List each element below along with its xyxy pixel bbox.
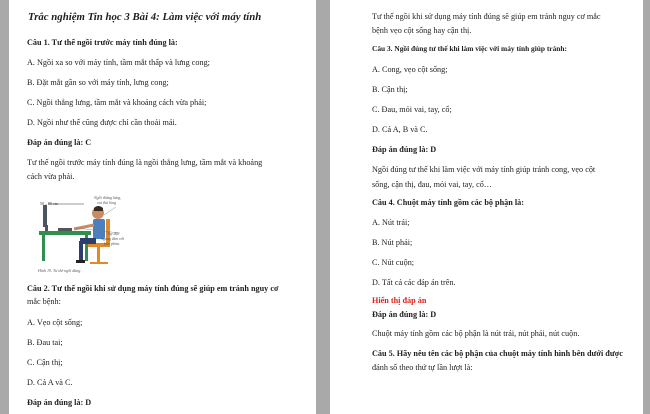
q2-question-line2: mắc bệnh:	[27, 297, 61, 306]
figure-label-back-2: vai thả lỏng	[97, 200, 117, 205]
q2-option-a: A. Vẹo cột sống;	[27, 318, 83, 327]
q2-option-b: B. Đau tai;	[27, 338, 63, 347]
figure-label-hands-1: Tay đặt	[107, 231, 119, 236]
q4-option-c: C. Nút cuộn;	[372, 258, 415, 267]
q1-answer: Đáp án đúng là: C	[27, 138, 92, 147]
q3-explanation-line2: sống, cận thị, đau, mỏi vai, tay, cổ…	[372, 180, 492, 189]
q2-continued-line1: Tư thế ngồi khi sử dụng máy tính đúng sẽ giúp em tránh nguy cơ mắc	[372, 12, 601, 21]
q1-explanation-line2: cách vừa phải.	[27, 172, 75, 181]
q3-option-c: C. Đau, mỏi vai, tay, cổ;	[372, 105, 452, 114]
q1-option-b: B. Đặt mắt gần so với máy tính, lưng cong;	[27, 78, 169, 87]
figure-label-distance: 50 – 80 cm	[40, 201, 58, 206]
q3-answer: Đáp án đúng là: D	[372, 145, 437, 154]
q1-question: Câu 1. Tư thế ngồi trước máy tính đúng là:	[27, 38, 178, 47]
q2-question-line1: Câu 2. Tư thế ngồi khi sử dụng máy tính đúng sẽ giúp em tránh nguy cơ	[27, 284, 279, 293]
figure-caption: Hình 19. Tư thế ngồi đúng	[38, 268, 81, 273]
q4-explanation: Chuột máy tính gồm các bộ phận là nút trái, nút phải, nút cuộn.	[372, 329, 580, 338]
document-page-left	[9, 0, 316, 414]
q3-option-a: A. Cong, vẹo cột sống;	[372, 65, 448, 74]
q3-explanation-line1: Ngồi đúng tư thế khi làm việc với máy tính giúp tránh cong, vẹo cột	[372, 165, 596, 174]
posture-illustration	[36, 195, 148, 275]
q4-option-a: A. Nút trái;	[372, 218, 410, 227]
q3-option-b: B. Cận thị;	[372, 85, 408, 94]
q4-option-b: B. Nút phải;	[372, 238, 413, 247]
q1-option-a: A. Ngồi xa so với máy tính, tầm mắt thấp và lưng cong;	[27, 58, 210, 67]
q2-option-c: C. Cận thị;	[27, 358, 63, 367]
q3-question: Câu 3. Ngồi đúng tư thế khi làm việc với máy tính giúp tránh:	[372, 44, 567, 53]
q2-continued-line2: bệnh vẹo cột sống hay cận thị.	[372, 26, 472, 35]
q2-answer: Đáp án đúng là: D	[27, 398, 92, 407]
q2-option-d: D. Cả A và C.	[27, 378, 73, 387]
q5-question-line2: đánh số theo thứ tự lần lượt là:	[372, 363, 473, 372]
q1-explanation-line1: Tư thế ngồi trước máy tính đúng là ngồi thẳng lưng, tầm mắt và khoảng	[27, 158, 263, 167]
figure-label-back-1: Ngồi thẳng lưng,	[94, 195, 122, 200]
q3-option-d: D. Cả A, B và C.	[372, 125, 428, 134]
q4-answer: Đáp án đúng là: D	[372, 310, 437, 319]
q1-option-c: C. Ngồi thẳng lưng, tầm mắt và khoảng cách vừa phải;	[27, 98, 207, 107]
q5-question-line1: Câu 5. Hãy nêu tên các bộ phận của chuột máy tính hình bên dưới được	[372, 349, 623, 358]
show-answer-link[interactable]: Hiển thị đáp án	[372, 296, 427, 305]
figure-label-hands-3: bàn phím.	[104, 241, 120, 246]
q4-question: Câu 4. Chuột máy tính gồm các bộ phận là:	[372, 198, 524, 207]
document-page-right	[330, 0, 643, 414]
q4-option-d: D. Tất cả các đáp án trên.	[372, 278, 456, 287]
figure-label-hands-2: ngang tầm với	[101, 236, 125, 241]
q1-option-d: D. Ngồi như thế cũng được chỉ cần thoải mái.	[27, 118, 177, 127]
document-title: Trắc nghiệm Tin học 3 Bài 4: Làm việc với máy tính	[28, 11, 262, 23]
